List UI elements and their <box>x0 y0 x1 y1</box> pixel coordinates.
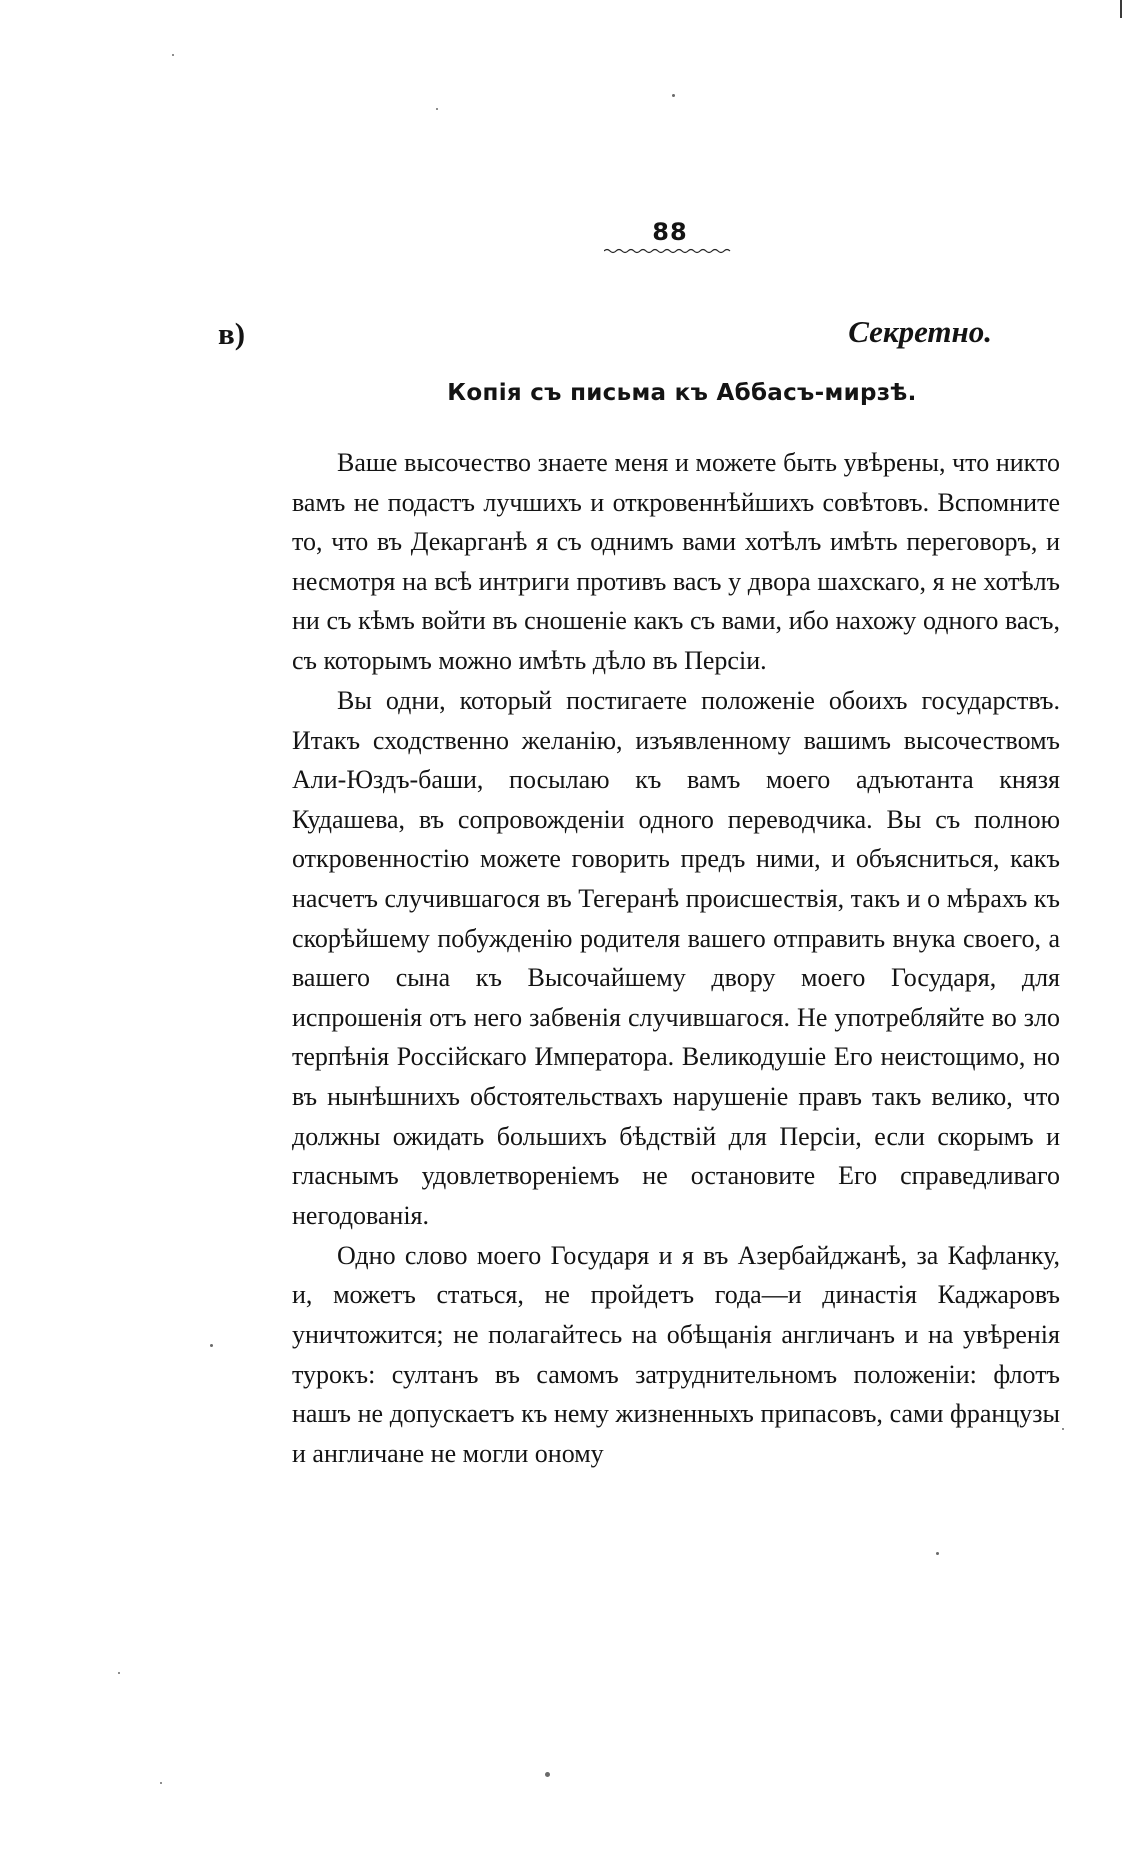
scan-speck <box>118 1672 120 1674</box>
classification-label: Секретно. <box>848 314 992 349</box>
paragraph: Одно слово моего Государя и я въ Азербайджанѣ, за Кафланку, и, можетъ статься, не пройдетъ года—и династія Каджаровъ уничтожится; не полагайтесь на обѣщанія англичанъ и на увѣренія турокъ: султанъ въ самомъ затруднительномъ положеніи: флотъ нашъ не допускаетъ къ нему жизненныхъ припасовъ, сами французы и англичане не могли оному <box>292 1240 1060 1468</box>
scan-speck <box>172 54 174 56</box>
scan-speck <box>160 1782 162 1784</box>
letter-title: Копія съ письма къ Аббасъ-мирзѣ. <box>447 380 917 406</box>
page-number-rule <box>604 248 734 254</box>
letter-body <box>292 443 1060 1474</box>
section-marker: в) <box>218 316 246 351</box>
scan-speck <box>210 1344 213 1347</box>
scan-speck <box>672 94 675 97</box>
scan-speck <box>545 1772 550 1777</box>
page-edge-mark <box>1120 0 1122 18</box>
scan-speck <box>436 108 438 110</box>
paragraph: Ваше высочество знаете меня и можете быть увѣрены, что никто вамъ не подастъ лучшихъ и откровеннѣйшихъ совѣтовъ. Вспомните то, что въ Декарганѣ я съ однимъ вами хотѣлъ имѣть переговоръ, и несмотря на всѣ интриги противъ васъ у двора шахскаго, я не хотѣлъ ни съ кѣмъ войти въ сношеніе какъ съ вами, ибо нахожу одного васъ, съ которымъ можно имѣть дѣло въ Персіи. <box>292 448 1060 675</box>
scan-speck <box>936 1552 939 1555</box>
page-number: 88 <box>652 218 688 246</box>
paragraph: Вы одни, который постигаете положеніе обоихъ государствъ. Итакъ сходственно желанію, изъявленному вашимъ высочествомъ Али-Юздъ-баши, посылаю къ вамъ моего адъютанта князя Кудашева, въ сопровожденіи одного переводчика. Вы съ полною откровенностію можете говорить предъ ними, и объясниться, какъ насчетъ случившагося въ Тегеранѣ происшествія, такъ и о мѣрахъ къ скорѣйшему побужденію родителя вашего отправить внука своего, а вашего сына къ Высочайшему двору моего Государя, для испрошенія отъ него забвенія случившагося. Не употребляйте во зло терпѣнія Россійскаго Императора. Великодушіе Его неистощимо, но въ нынѣшнихъ обстоятельствахъ нарушеніе правъ такъ велико, что должны ожидать большихъ бѣдствій для Персіи, если скорымъ и гласнымъ удовлетвореніемъ не остановите Его справедливаго негодованія. <box>292 686 1060 1230</box>
scan-speck <box>1062 1428 1064 1430</box>
